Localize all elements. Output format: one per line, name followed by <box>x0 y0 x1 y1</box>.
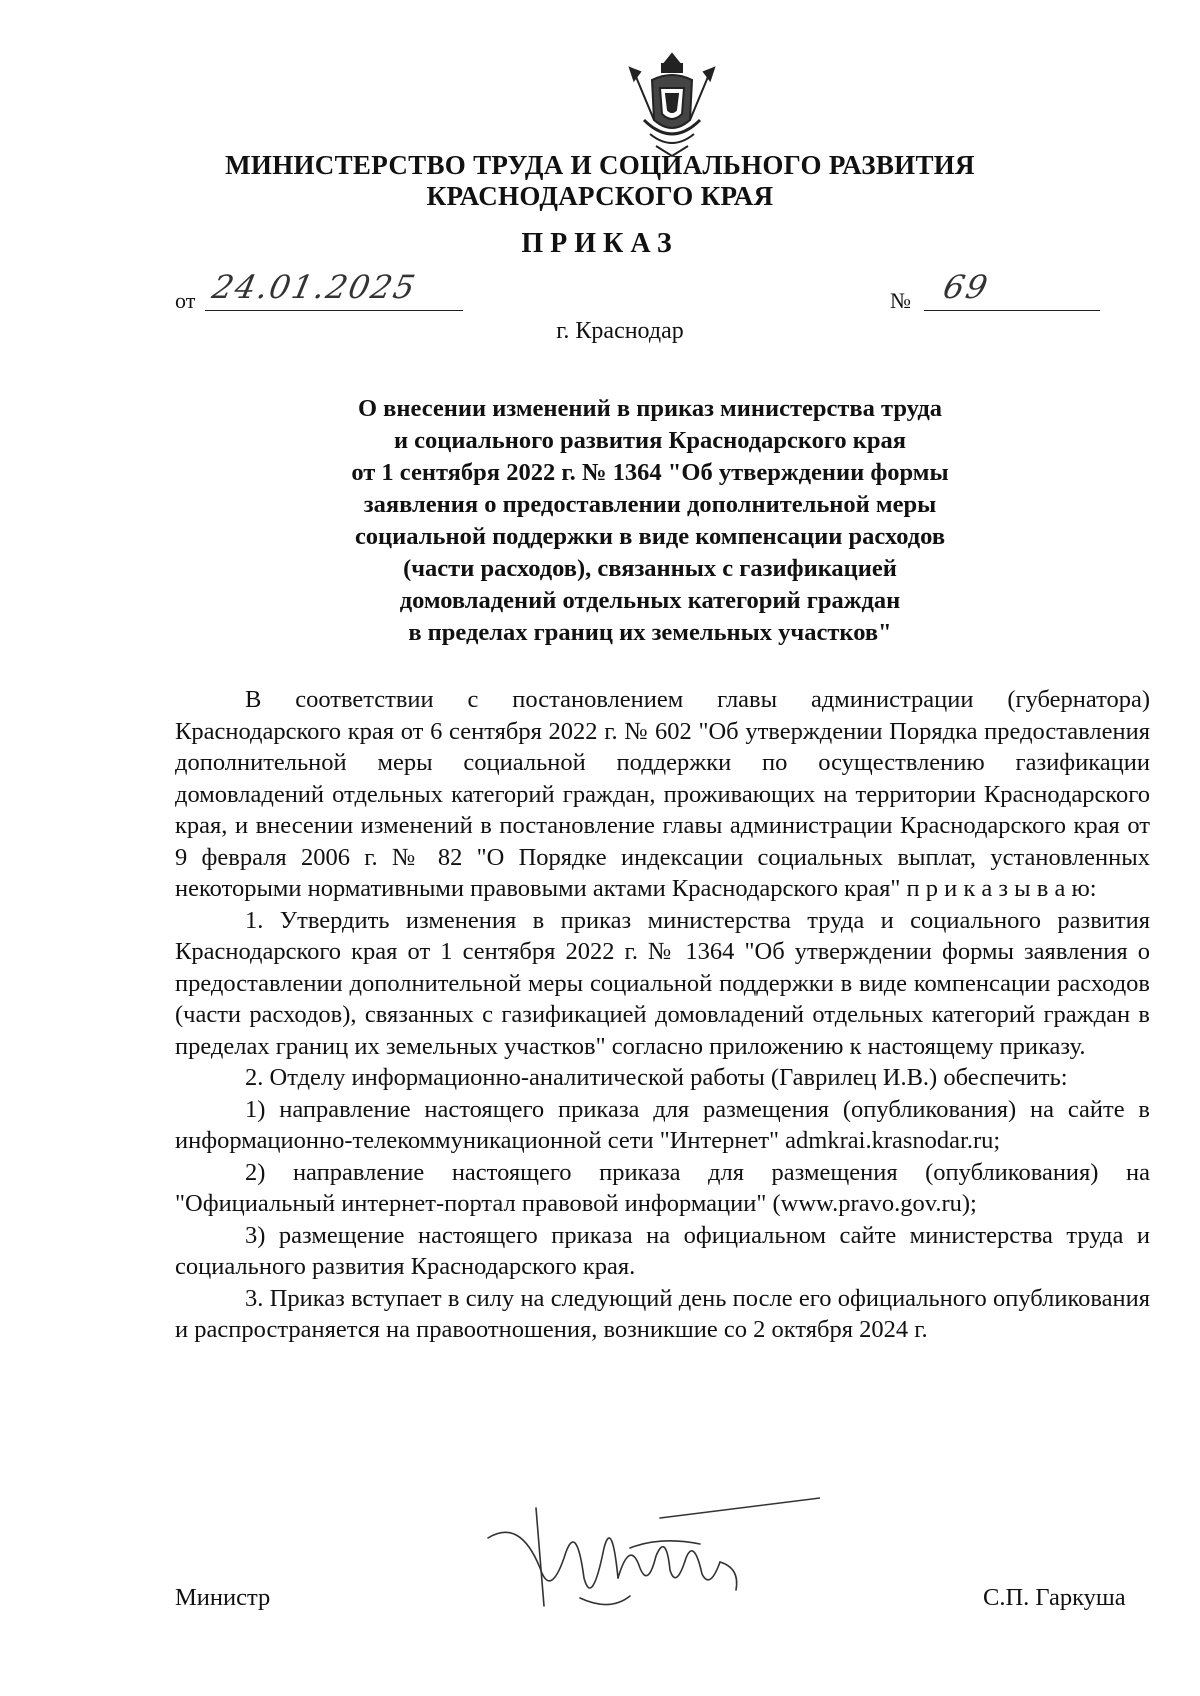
date-prefix: от <box>175 288 196 313</box>
ministry-name-line2: КРАСНОДАРСКОГО КРАЯ <box>426 181 774 211</box>
item-2-3-paragraph: 3) размещение настоящего приказа на официальном сайте министерства труда и социального развития Краснодарского края. <box>175 1221 1150 1280</box>
item-1-paragraph: 1. Утвердить изменения в приказ министерства труда и социального развития Краснодарского края от 1 сентября 2022 г. № 1364 "Об утверждении формы заявления о предоставлении дополнительной меры социальной поддержки в виде компенсации расходов (части расходов), связанных с газификацией домовладений отдельных категорий граждан в пределах границ их земельных участков" согласно приложению к настоящему приказу. <box>175 906 1150 1060</box>
subject-line: и социального развития Краснодарского края <box>393 427 907 454</box>
subject-line: О внесении изменений в приказ министерства труда <box>358 395 942 422</box>
item-2-paragraph: 2. Отделу информационно-аналитической работы (Гаврилец И.В.) обеспечить: <box>245 1064 1068 1091</box>
number-prefix: № <box>890 288 911 313</box>
preamble-paragraph: В соответствии с постановлением главы администрации (губернатора) Краснодарского края от 6 сентября 2022 г. № 602 "Об утверждении Порядка предоставления дополнительной меры социальной поддержки по осуществлению газификации домовладений отдельных категорий граждан, проживающих на территории Краснодарского края, и внесении изменений в постановление главы администрации Краснодарского края от 9 февраля 2006 г. № 82 "О Порядке индексации социальных выплат, установленных некоторыми нормативными правовыми актами Краснодарского края" п р и к а з ы в а ю: <box>175 686 1150 902</box>
coat-of-arms-icon <box>624 50 720 160</box>
handwritten-date: 24.01.2025 <box>208 268 421 306</box>
subject-line: в пределах границ их земельных участков" <box>408 619 892 646</box>
subject-line: от 1 сентября 2022 г. № 1364 "Об утверждении формы <box>351 459 949 486</box>
item-2-1-paragraph: 1) направление настоящего приказа для размещения (опубликования) на сайте в информационно-телекоммуникационной сети "Интернет" admkrai.krasnodar.ru; <box>175 1095 1150 1154</box>
signatory-title: Министр <box>175 1584 271 1611</box>
number-field <box>924 270 1100 311</box>
order-subject <box>290 393 1010 649</box>
subject-line: (части расходов), связанных с газификацией <box>403 555 897 582</box>
city: г. Краснодар <box>556 318 684 344</box>
subject-line: социальной поддержки в виде компенсации расходов <box>354 523 946 550</box>
document-type: ПРИКАЗ <box>521 228 679 259</box>
subject-line: заявления о предоставлении дополнительной меры <box>363 491 937 518</box>
item-3-paragraph: 3. Приказ вступает в силу на следующий день после его официального опубликования и распространяется на правоотношения, возникшие со 2 октября 2024 г. <box>175 1284 1150 1343</box>
ministry-name-line1: МИНИСТЕРСТВО ТРУДА И СОЦИАЛЬНОГО РАЗВИТИЯ <box>225 150 975 180</box>
subject-line: домовладений отдельных категорий граждан <box>399 587 901 614</box>
signatory-name: С.П. Гаркуша <box>983 1584 1126 1611</box>
handwritten-signature-icon <box>480 1478 820 1618</box>
handwritten-number: 69 <box>939 268 993 306</box>
item-2-2-paragraph: 2) направление настоящего приказа для размещения (опубликования) на "Официальный интернет-портал правовой информации" (www.pravo.gov.ru); <box>175 1158 1150 1217</box>
order-body <box>175 684 1150 1346</box>
ministry-name <box>0 150 1200 212</box>
date-field <box>205 270 463 311</box>
